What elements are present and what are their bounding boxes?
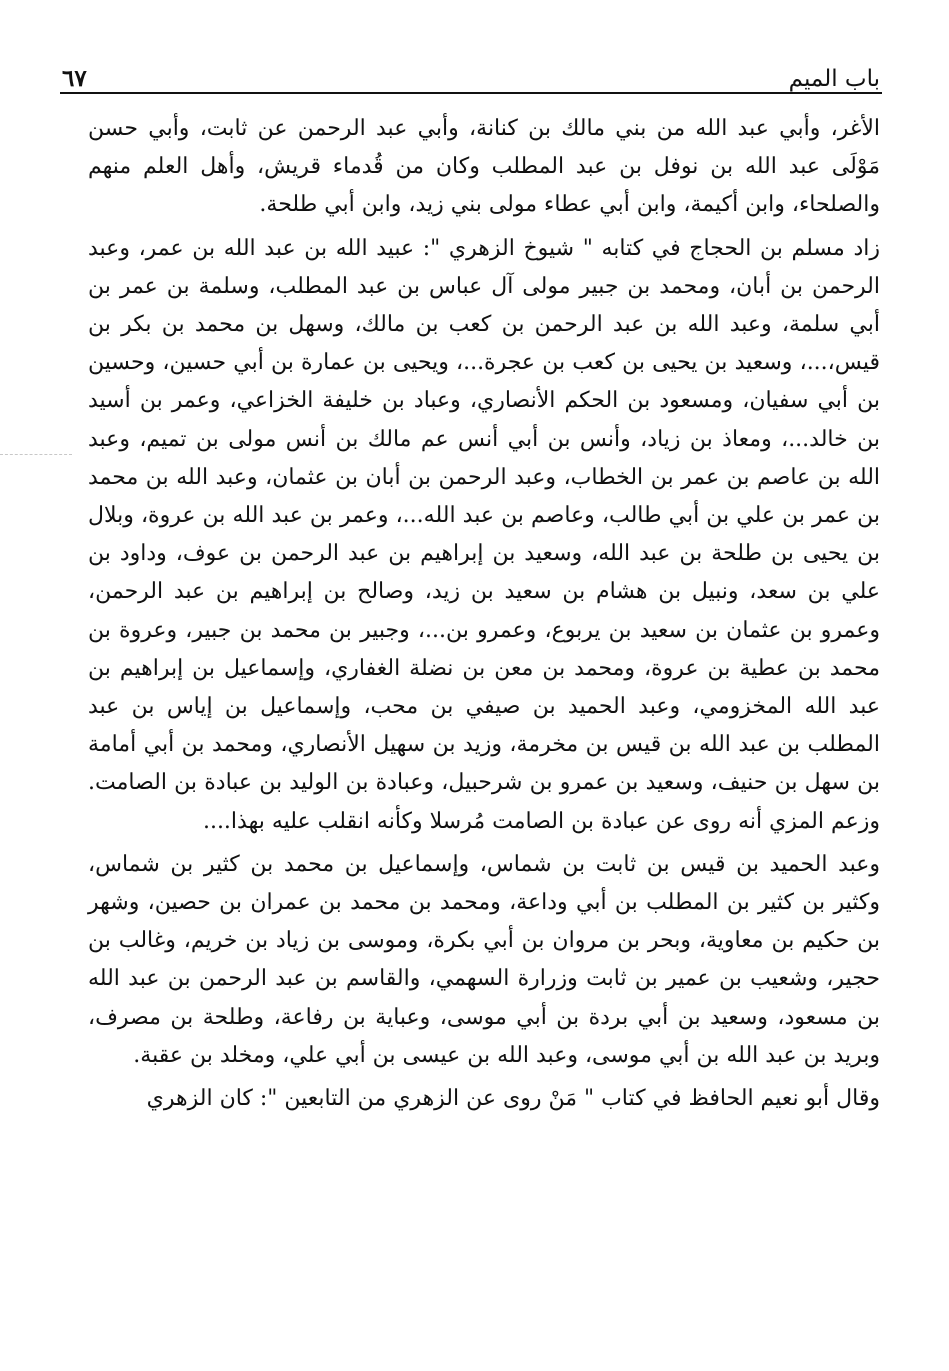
running-head (62, 58, 880, 92)
text-line: مَوْلَى عبد الله بن نوفل بن عبد المطلب وكان من قُدماء قريش، وأهل العلم منهم (88, 154, 880, 180)
text-line: وزعم المزي أنه روى عن عبادة بن الصامت مُرسلا وكأنه انقلب عليه بهذا.... (202, 808, 880, 834)
text-line: شماس، وكثير بن كثير بن المطلب بن أبي وداعة، ومحمد بن محمد بن عمران بن (88, 851, 880, 916)
text-line: وقال أبو نعيم الحافظ في كتاب " مَنْ روى عن الزهري من التابعين ": كان الزهري (146, 1086, 880, 1112)
text-line: الأغر، وأبي عبد الله من بني مالك بن كنانة، وأبي عبد الرحمن عن ثابت، وأبي حسن (88, 116, 880, 141)
paragraph (88, 110, 880, 225)
text-line: الخزاعي، وعمر بن أسيد بن خالد...، ومعاذ بن زياد، وأنس بن أبي أنس عم مالك بن (88, 388, 880, 452)
text-line: أنس مولى بن تميم، وعبد الله بن عاصم بن عمر بن الخطاب، وعبد الرحمن بن (88, 426, 881, 490)
header-rule (60, 92, 882, 94)
paragraph (88, 1080, 880, 1118)
chapter-title: باب الميم (788, 66, 880, 92)
text-line: عمر بن أبي سلمة، وعبد الله بن عبد الرحمن بن كعب بن مالك، وسهل بن محمد بن (88, 273, 880, 338)
text-line: وعبد الحميد بن قيس بن ثابت بن شماس، وإسماعيل بن محمد بن كثير بن (170, 851, 881, 877)
text-line: رفاعة، وطلحة بن مصرف، وبريد بن عبد الله بن أبي موسى، وعبد الله بن عيسى بن أبي (88, 1004, 880, 1068)
text-line: والصلحاء، وابن أكيمة، وابن أبي عطاء مولى بني زيد، وابن أبي طلحة. (259, 192, 880, 218)
paragraph (88, 846, 880, 1075)
text-line: وعبد الرحمن بن أبان، ومحمد بن جبير مولى آل عباس بن عبد المطلب، وسلمة بن (88, 235, 880, 299)
text-line: حصين، وشهر بن حكيم بن معاوية، وبحر بن مروان بن أبي بكرة، وموسى بن زياد بن (88, 890, 880, 954)
text-line: بكر بن قيس،...، وسعيد بن يحيى بن كعب بن عجرة...، ويحيى بن عمارة بن أبي (88, 312, 880, 376)
page-number: ٦٧ (62, 65, 87, 92)
text-line: المخزومي، وعبد الحميد بن صيفي بن محب، وإسماعيل بن إياس بن عبد المطلب بن (88, 694, 880, 758)
text-line: خريم، وغالب بن حجير، وشعيب بن عمير بن ثابت وزرارة السهمي، والقاسم بن (88, 928, 880, 992)
text-line: أبان بن عثمان، وعبد الله بن محمد بن عمر بن علي بن أبي طالب، وعاصم بن (88, 464, 880, 529)
text-line: عبد الله...، وعمر بن عبد الله بن عروة، وبلال بن يحيى بن طلحة بن عبد الله، (88, 503, 880, 567)
text-line: سهل بن حنيف، وسعيد بن عمرو بن شرحبيل، وعبادة بن الوليد بن عبادة بن الصامت. (88, 770, 850, 796)
text-line: عبد الرحمن بن عبد الله بن مسعود، وسعيد بن أبي بردة بن أبي موسى، وعباية بن (88, 966, 880, 1030)
text-line: عطية بن عروة، ومحمد بن معن بن نضلة الغفاري، وإسماعيل بن إبراهيم بن عبد الله (88, 655, 880, 720)
text-line: سعيد بن يربوع، وعمرو بن...، وجبير بن محمد بن جبير، وعروة بن محمد بن (88, 617, 880, 681)
text-line: هشام بن سعيد بن زيد، وصالح بن إبراهيم بن عبد الرحمن، وعمرو بن عثمان بن (88, 579, 880, 643)
text-line: وسعيد بن إبراهيم بن عبد الرحمن بن عوف، وداود بن علي بن سعد، ونبيل بن (88, 541, 880, 605)
body-text (88, 110, 880, 1118)
text-line: حسين، وحسين بن أبي سفيان، ومسعود بن الحكم الأنصاري، وعباد بن خليفة (88, 350, 880, 414)
text-line: زاد مسلم بن الحجاج في كتابه " شيوخ الزهري ": عبيد الله بن عبد الله بن عمر، (138, 235, 880, 261)
text-line: علي، ومخلد بن عقبة. (133, 1042, 329, 1068)
margin-scan-mark (0, 454, 72, 455)
paragraph (88, 230, 880, 841)
text-line: عبد الله بن قيس بن مخرمة، وزيد بن سهيل الأنصاري، ومحمد بن أبي أمامة بن (88, 732, 880, 796)
